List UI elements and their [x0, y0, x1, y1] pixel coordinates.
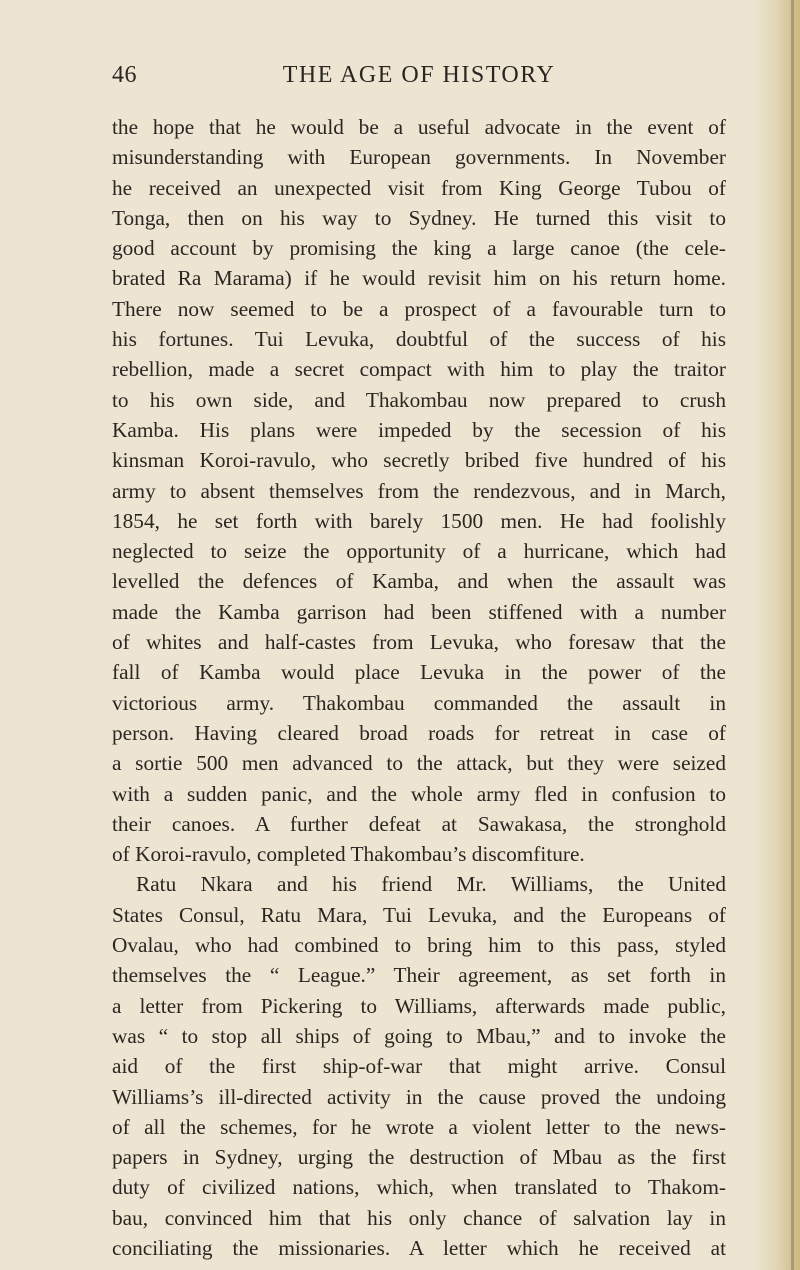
- body-text: [112, 112, 726, 1263]
- text-line: 1854, he set forth with barely 1500 men. He had foolishly: [112, 508, 726, 533]
- text-line: to his own side, and Thakombau now prepared to crush: [112, 387, 726, 412]
- text-line: Kamba. His plans were impeded by the secession of his: [112, 417, 726, 442]
- text-line: duty of civilized nations, which, when translated to Thakom-: [112, 1175, 726, 1200]
- text-line: his fortunes. Tui Levuka, doubtful of the success of his: [112, 327, 726, 352]
- text-line: a letter from Pickering to Williams, afterwards made public,: [112, 993, 726, 1018]
- page-header: [112, 62, 726, 92]
- text-line: the hope that he would be a useful advocate in the event of: [112, 115, 726, 139]
- text-line: he received an unexpected visit from King George Tubou of: [112, 175, 726, 200]
- text-line: their canoes. A further defeat at Sawakasa, the stronghold: [112, 811, 726, 836]
- text-line: Ratu Nkara and his friend Mr. Williams, the United: [136, 872, 726, 897]
- text-line: kinsman Koroi-ravulo, who secretly bribed five hundred of his: [112, 448, 726, 473]
- text-line: rebellion, made a secret compact with him to play the traitor: [112, 357, 726, 382]
- text-line: army to absent themselves from the rendezvous, and in March,: [112, 478, 726, 503]
- text-line: conciliating the missionaries. A letter which he received at: [112, 1235, 726, 1260]
- text-line: States Consul, Ratu Mara, Tui Levuka, and the Europeans of: [112, 902, 726, 927]
- text-line: aid of the first ship-of-war that might arrive. Consul: [112, 1054, 726, 1079]
- text-line: was “ to stop all ships of going to Mbau,” and to invoke the: [112, 1023, 726, 1048]
- text-line: of all the schemes, for he wrote a violent letter to the news-: [112, 1114, 726, 1139]
- text-line: victorious army. Thakombau commanded the assault in: [112, 690, 726, 715]
- text-line: bau, convinced him that his only chance of salvation lay in: [112, 1205, 726, 1230]
- text-line: Tonga, then on his way to Sydney. He turned this visit to: [112, 205, 726, 230]
- text-line: made the Kamba garrison had been stiffened with a number: [112, 599, 726, 624]
- text-line: person. Having cleared broad roads for retreat in case of: [112, 720, 726, 745]
- text-line: papers in Sydney, urging the destruction of Mbau as the first: [112, 1145, 726, 1170]
- page-number: 46: [112, 62, 137, 88]
- text-line: Williams’s ill-directed activity in the cause proved the undoing: [112, 1084, 726, 1109]
- text-line: fall of Kamba would place Levuka in the power of the: [112, 660, 726, 685]
- text-line: Ovalau, who had combined to bring him to this pass, styled: [112, 933, 726, 958]
- text-line: of whites and half-castes from Levuka, who foresaw that the: [112, 630, 726, 655]
- running-head: THE AGE OF HISTORY: [282, 62, 556, 88]
- text-line: themselves the “ League.” Their agreement, as set forth in: [112, 963, 726, 988]
- text-line: neglected to seize the opportunity of a hurricane, which had: [112, 539, 726, 564]
- text-line: of Koroi-ravulo, completed Thakombau’s discomfiture.: [112, 842, 585, 867]
- text-line: levelled the defences of Kamba, and when the assault was: [112, 569, 726, 594]
- page-edge: [791, 0, 794, 1270]
- text-line: with a sudden panic, and the whole army fled in confusion to: [112, 781, 726, 806]
- text-line: There now seemed to be a prospect of a favourable turn to: [112, 296, 726, 321]
- text-line: good account by promising the king a large canoe (the cele-: [112, 236, 726, 261]
- text-line: misunderstanding with European governments. In November: [112, 145, 726, 170]
- text-line: brated Ra Marama) if he would revisit him on his return home.: [112, 266, 726, 291]
- text-line: a sortie 500 men advanced to the attack, but they were seized: [112, 751, 726, 776]
